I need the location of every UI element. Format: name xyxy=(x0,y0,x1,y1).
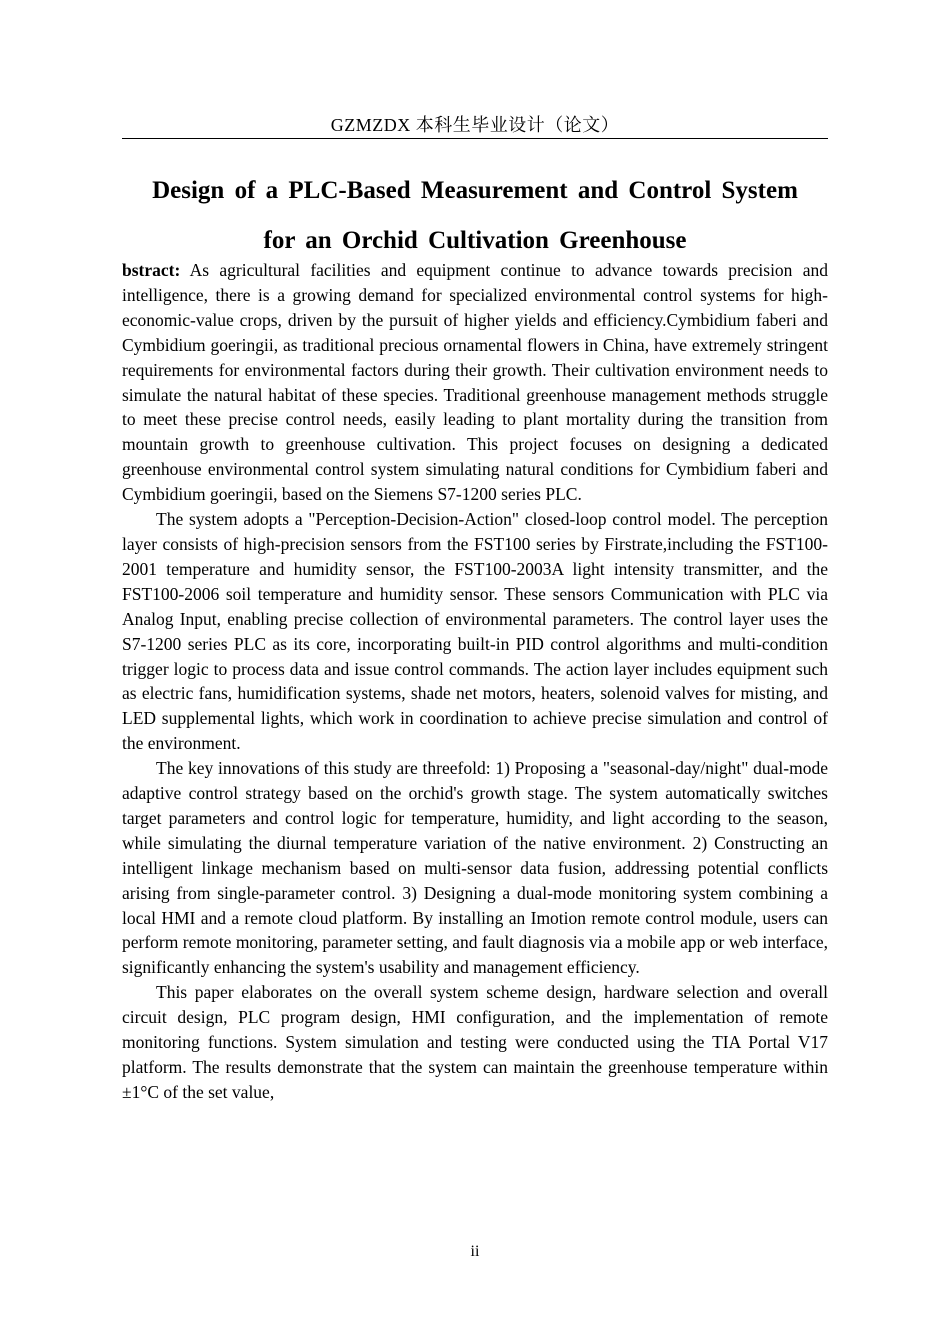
abstract-paragraph-4: This paper elaborates on the overall system scheme design, hardware selection and overall circuit design, PLC program design, HMI configuration, and the implementation of remote monitoring functions. System simulation and testing were conducted using the TIA Portal V17 platform. The results demonstrate that the system can maintain the greenhouse temperature within ±1°C of the set value, xyxy=(122,982,828,1102)
title-line-1: Design of a PLC-Based Measurement and Control System xyxy=(152,177,798,204)
abstract-paragraph-3: The key innovations of this study are threefold: 1) Proposing a "seasonal-day/night" dual-mode adaptive control strategy based on the orchid's growth stage. The system automatically switches target parameters and control logic for temperature, humidity, and light according to the season, while simulating the diurnal temperature variation of the native environment. 2) Constructing an intelligent linkage mechanism based on multi-sensor data fusion, addressing potential conflicts arising from single-parameter control. 3) Designing a dual-mode monitoring system combining a local HMI and a remote cloud platform. By installing an Imotion remote control module, users can perform remote monitoring, parameter setting, and fault diagnosis via a mobile app or web interface, significantly enhancing the system's usability and management efficiency. xyxy=(122,758,828,978)
abstract-paragraph-2: The system adopts a "Perception-Decision-Action" closed-loop control model. The perception layer consists of high-precision sensors from the FST100 series by Firstrate,including the FST100-2001 temperature and humidity sensor, the FST100-2003A light intensity transmitter, and the FST100-2006 soil temperature and humidity sensor. These sensors Communication with PLC via Analog Input, enabling precise collection of environmental parameters. The control layer uses the S7-1200 series PLC as its core, incorporating built-in PID control algorithms and multi-condition trigger logic to process data and issue control commands. The action layer includes equipment such as electric fans, humidification systems, shade net motors, heaters, solenoid valves for misting, and LED supplemental lights, which work in coordination to achieve precise simulation and control of the environment. xyxy=(122,509,828,754)
title-line-2: for an Orchid Cultivation Greenhouse xyxy=(263,227,687,254)
paper-title xyxy=(122,166,828,266)
abstract-body xyxy=(122,258,828,1105)
page-header: GZMZDX 本科生毕业设计（论文） xyxy=(330,115,620,135)
page-number: ii xyxy=(470,1243,480,1260)
header-rule xyxy=(122,138,828,139)
abstract-paragraph-1-text: As agricultural facilities and equipment continue to advance towards precision and intelligence, there is a growing demand for specialized environmental control systems for high-economic-value crops, driven by the pursuit of higher yields and efficiency.Cymbidium faberi and Cymbidium goeringii, as traditional precious ornamental flowers in China, have extremely stringent requirements for environmental factors during their growth. Their cultivation environment needs to simulate the natural habitat of these species. Traditional greenhouse management methods struggle to meet these precise control needs, easily leading to plant mortality during the transition from mountain growth to greenhouse cultivation. This project focuses on designing a dedicated greenhouse environmental control system simulating natural conditions for Cymbidium faberi and Cymbidium goeringii, based on the Siemens S7-1200 series PLC. xyxy=(122,260,828,505)
abstract-paragraph-1 xyxy=(122,258,828,507)
abstract-label: bstract: xyxy=(122,260,181,280)
